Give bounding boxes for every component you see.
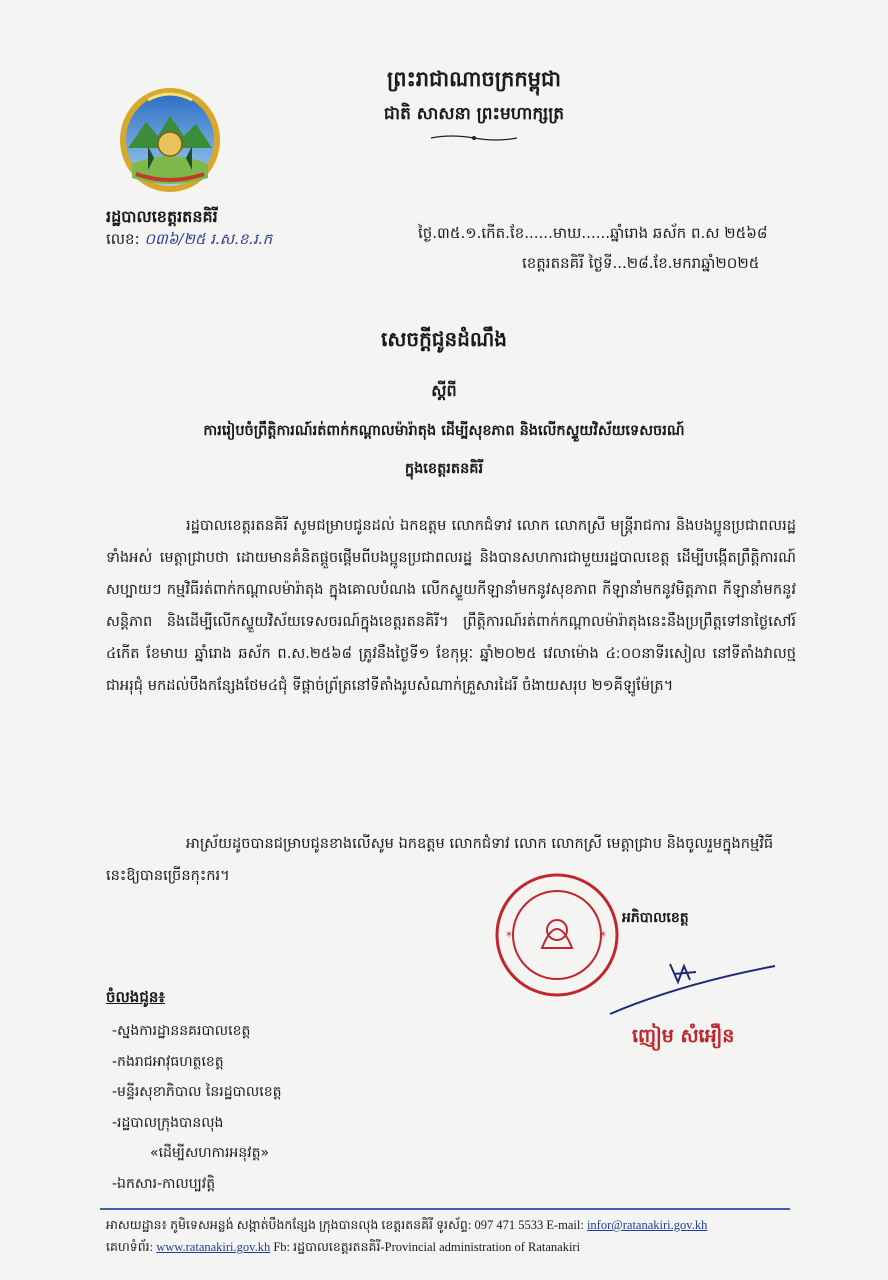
provincial-logo <box>118 86 222 194</box>
body-text <box>106 510 796 702</box>
cc-item: -ឯកសារ-កាលប្បវត្តិ <box>112 1175 216 1192</box>
solar-date: ខេត្តរតនគិរី ថ្ងៃទី...២៨.ខែ.មករាឆ្នាំ២០២៥ <box>522 254 760 272</box>
footer <box>106 1214 707 1258</box>
cc-item: -កងរាជអាវុធហត្ថខេត្ត <box>112 1053 224 1070</box>
fb-label: Fb: <box>273 1240 291 1254</box>
cc-item: -រដ្ឋបាលក្រុងបានលុង <box>112 1114 224 1131</box>
email-label: E-mail: <box>546 1218 584 1232</box>
footer-divider <box>100 1208 790 1210</box>
body-paragraph: រដ្ឋបាលខេត្តរតនគិរី សូមជម្រាបជូនដល់ ឯកឧត្តម លោកជំទាវ លោក លោកស្រី មន្រ្តីរាជការ និងបងប្អូនប្រជាពលរដ្ឋទាំងអស់ មេត្តាជ្រាបថា ដោយមានគំនិតផ្តួចផ្តើមពីបងប្អូនប្រជាពលរដ្ឋ និងបានសហការជាមួយរដ្ឋបាលខេត្ត ដើម្បីបង្កើតព្រឹត្តិការណ៍សប្បាយៗ កម្មវិធីរត់ពាក់កណ្តាលម៉ារ៉ាតុង ក្នុងគោលបំណង លើកស្ទួយកីឡានាំមកនូវសុខភាព កីឡានាំមកនូវមិត្តភាព កីឡានាំមកនូវសន្តិភាព និងដើម្បីលើកស្ទួយវិស័យទេសចរណ៍ក្នុងខេត្តរតនគិរី។ ព្រឹត្តិការណ៍រត់ពាក់កណ្តាលម៉ារ៉ាតុងនេះនឹងប្រព្រឹត្តទៅនាថ្ងៃសៅរ៍ ៤កើត ខែមាឃ ឆ្នាំរោង ឆស័ក ព.ស.២៥៦៨ ត្រូវនឹងថ្ងៃទី១ ខែកុម្ភៈ ឆ្នាំ២០២៥ វេលាម៉ោង ៤:០០នាទីរសៀល នៅទីតាំងវាលថ្មជាអរុជុំ មកដល់បឹងកន្សែងថែម៤ជុំ ទីផ្តាច់ព្រ័ត្រនៅទីតាំងរូបសំណាក់គ្រួសារដៃរី ចំងាយសរុប ២១គីឡូម៉ែត្រ។ <box>106 517 796 694</box>
handwritten-signature <box>600 944 780 1034</box>
issuing-authority: រដ្ឋបាលខេត្តរតនគិរី <box>106 207 218 226</box>
signatory-role: អភិបាលខេត្ត <box>622 910 689 926</box>
document-title: សេចក្តីជូនដំណឹង <box>381 327 507 351</box>
motto-ornament <box>429 134 519 142</box>
closing-paragraph: អាស្រ័យដូចបានជម្រាបជូនខាងលើសូម ឯកឧត្តម លោកជំទាវ លោក លោកស្រី មេត្តាជ្រាប និងចូលរួមក្នុងកម្មវិធីនេះឱ្យបានច្រើនកុះករ។ <box>106 835 774 884</box>
fb-page: រដ្ឋបាលខេត្តរតនគិរី-Provincial administration of Ratanakiri <box>293 1240 581 1254</box>
subject <box>0 416 888 484</box>
footer-address-row <box>106 1214 707 1236</box>
letter-number-label: លេខ: <box>106 230 140 248</box>
address: ភូមិទេសអន្លង់ សង្កាត់បឹងកន្សែង ក្រុងបានលុង ខេត្តរតនគិរី ទូរស័ព្ទ: <box>170 1218 472 1232</box>
letter-number <box>106 230 272 252</box>
email-link[interactable]: infor@ratanakiri.gov.kh <box>586 1218 708 1232</box>
kingdom-title: ព្រះរាជាណាចក្រកម្ពុជា <box>386 66 561 91</box>
website-label: គេហទំព័រ: <box>106 1240 154 1254</box>
signatory-name: ញៀម សំអឿន <box>632 1025 735 1047</box>
svg-text:*: * <box>506 929 512 943</box>
cc-item: -មន្ទីរសុខាភិបាល នៃរដ្ឋបាលខេត្ត <box>112 1084 282 1100</box>
address-label: អាសយដ្ឋាន៖ <box>106 1218 168 1232</box>
website-link[interactable]: www.ratanakiri.gov.kh <box>156 1240 271 1254</box>
subject-line-1: ការរៀបចំព្រឹត្តិការណ៍រត់ពាក់កណ្តាលម៉ារ៉ាតុង ដើម្បីសុខភាព និងលើកស្ទួយវិស័យទេសចរណ៍ <box>203 423 685 439</box>
footer-web-row <box>106 1236 707 1258</box>
letter-number-value: ០៣៦/២៥ រ.ស.ខ.រ.ក <box>144 230 273 248</box>
lunar-date: ថ្ងៃ.៣៥.១.កើត.ខែ......មាឃ......ឆ្នាំរោង ឆស័ក ព.ស ២៥៦៨ <box>418 224 768 242</box>
cc-item: «ដើម្បីសហការអនុវត្ត» <box>150 1145 270 1161</box>
svg-text:*: * <box>600 929 606 943</box>
national-motto: ជាតិ សាសនា ព្រះមហាក្សត្រ <box>383 104 565 124</box>
subject-heading: ស្តីពី <box>431 381 457 400</box>
cc-title: ចំលងជូន៖ <box>106 988 165 1006</box>
cc-item: -ស្នងការដ្ឋាននគរបាលខេត្ត <box>112 1023 251 1039</box>
closing-text <box>106 828 796 892</box>
cc-list <box>112 1016 281 1199</box>
phone: 097 471 5533 <box>474 1218 544 1232</box>
subject-line-2: ក្នុងខេត្តរតនគិរី <box>404 461 484 477</box>
